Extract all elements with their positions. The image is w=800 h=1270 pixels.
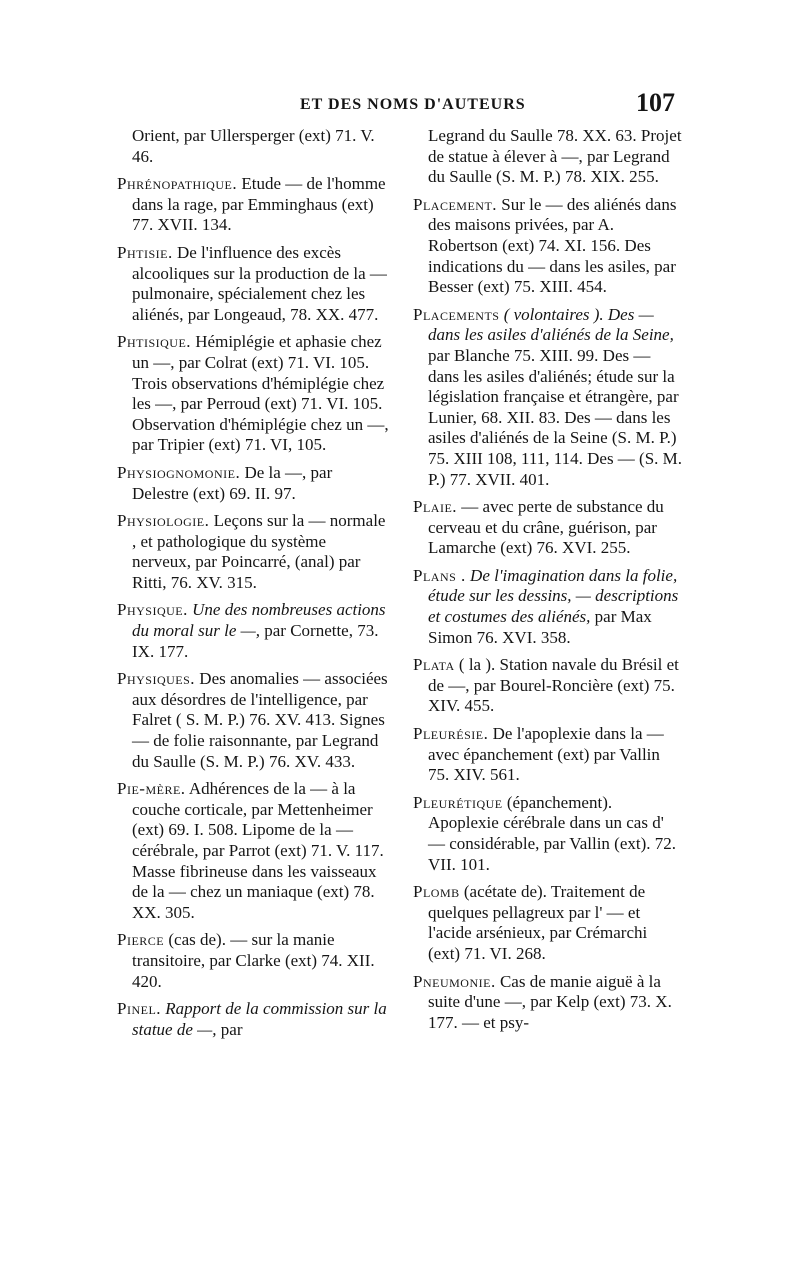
- entry-text: De l'influence des excès alcooliques sur la production de la — pulmonaire, spécialement chez les aliénés, par Longeaud, 78. XX. 477.: [132, 242, 387, 324]
- index-entry: [413, 305, 683, 490]
- entry-term: Plans .: [413, 565, 466, 585]
- right-column: [413, 126, 683, 1040]
- index-entry: [117, 126, 389, 167]
- entry-term: Placement.: [413, 194, 498, 214]
- entry-text: par Max Simon 76. XVI. 358.: [428, 607, 652, 647]
- entry-italic: ( volontaires ). Des — dans les asiles d'aliénés de la Seine,: [428, 304, 674, 345]
- index-entry: [413, 497, 683, 559]
- entry-term: Phtisique.: [117, 332, 192, 352]
- entry-text: par Cornette, 73. IX. 177.: [132, 621, 379, 661]
- entry-text: par Blanche 75. XIII. 99. Des — dans les asiles d'aliénés; étude sur la législation française et étrangère, par Lunier, 68. XII. 83. Des — dans les asiles d'aliénés de la Seine (S. M. P.) 75. XIII 108, 111, 114. Des — (S. M. P.) 77. XVII. 401.: [428, 345, 683, 489]
- index-entry: [117, 174, 389, 236]
- entry-term: Physiologie.: [117, 511, 210, 531]
- entry-text: (acétate de). Traitement de quelques pellagreux par l' — et l'acide arsénieux, par Crémarchi (ext) 71. VI. 268.: [428, 882, 648, 963]
- page-header: [0, 88, 800, 128]
- entry-text: Adhérences de la — à la couche corticale, par Mettenheimer (ext) 69. I. 508. Lipome de la — cérébrale, par Parrot (ext) 71. V. 117. Masse fibrineuse dans les vaisseaux de la — chez un maniaque (ext) 78. XX. 305.: [132, 779, 384, 922]
- left-column: [117, 126, 389, 1047]
- index-entry: [117, 999, 389, 1040]
- entry-text: (cas de). — sur la manie transitoire, par Clarke (ext) 74. XII. 420.: [132, 930, 375, 991]
- index-entry: [117, 779, 389, 923]
- entry-text: De l'apoplexie dans la — avec épanchement (ext) par Vallin 75. XIV. 561.: [428, 724, 664, 785]
- entry-term: Plaie.: [413, 497, 458, 517]
- entry-term: Pierce: [117, 930, 165, 950]
- entry-term: Pleurésie.: [413, 724, 489, 744]
- entry-term: Physiognomonie.: [117, 462, 241, 482]
- entry-term: Pleurétique: [413, 792, 503, 812]
- entry-italic: Rapport de la commission sur la statue de —,: [132, 999, 387, 1039]
- entry-italic: Une des nombreuses actions du moral sur le —,: [132, 600, 386, 641]
- entry-italic: De l'imagination dans la folie, étude sur les dessins, — descriptions et costumes des aliénés,: [428, 565, 679, 627]
- running-head: ET DES NOMS D'AUTEURS: [300, 96, 526, 113]
- index-entry: [117, 930, 389, 992]
- entry-term: Pneumonie.: [413, 971, 496, 991]
- index-entry: [117, 669, 389, 772]
- entry-text: (épanchement). Apoplexie cérébrale dans un cas d' — considérable, par Vallin (ext). 72. VII. 101.: [428, 792, 677, 874]
- index-entry: [413, 882, 683, 964]
- entry-term: Pinel.: [117, 999, 162, 1019]
- entry-text: ( la ). Station navale du Brésil et de —, par Bourel-Roncière (ext) 75. XIV. 455.: [428, 655, 679, 716]
- entry-text: Hémiplégie et aphasie chez un —, par Colrat (ext) 71. VI. 105. Trois observations d'hémiplégie chez les —, par Perroud (ext) 71. VI. 105. Observation d'hémiplégie chez un —, par Tripier (ext) 71. VI, 105.: [132, 332, 389, 455]
- entry-term: Placements: [413, 304, 500, 324]
- entry-text: Leçons sur la — normale , et pathologique du système nerveux, par Poincarré, (anal) par Ritti, 76. XV. 315.: [132, 511, 386, 592]
- entry-text: Cas de manie aiguë à la suite d'une —, par Kelp (ext) 73. X. 177. — et psy-: [428, 971, 672, 1032]
- entry-text: De la —, par Delestre (ext) 69. II. 97.: [132, 462, 333, 503]
- entry-text: par: [216, 1019, 243, 1039]
- entry-term: Pie-mère.: [117, 779, 186, 799]
- entry-term: Plata: [413, 655, 455, 675]
- entry-term: Physique.: [117, 600, 188, 620]
- index-entry: [413, 724, 683, 786]
- entry-term: Phtisie.: [117, 242, 173, 262]
- index-entry: [413, 655, 683, 717]
- entry-text: Des anomalies — associées aux désordres de l'intelligence, par Falret ( S. M. P.) 76. XV. 413. Signes — de folie raisonnante, par Legrand du Saulle (S. M. P.) 76. XV. 433.: [132, 669, 388, 771]
- entry-term: Plomb: [413, 882, 460, 902]
- entry-text: Sur le — des aliénés dans des maisons privées, par A. Robertson (ext) 74. XI. 156. Des indications du — dans les asiles, par Besser (ext) 75. XIII. 454.: [428, 194, 677, 297]
- index-entry: [117, 332, 389, 456]
- index-entry: [413, 126, 683, 188]
- index-entry: [413, 793, 683, 875]
- entry-text: — avec perte de substance du cerveau et du crâne, guérison, par Lamarche (ext) 76. XVI. 255.: [428, 497, 664, 558]
- index-entry: [117, 511, 389, 593]
- index-entry: [117, 243, 389, 325]
- index-entry: [117, 600, 389, 662]
- index-entry: [413, 195, 683, 298]
- page-number: 107: [636, 88, 675, 117]
- index-entry: [117, 463, 389, 504]
- index-entry: [413, 566, 683, 648]
- entry-text: Orient, par Ullersperger (ext) 71. V. 46.: [132, 126, 375, 166]
- entry-text: Etude — de l'homme dans la rage, par Emminghaus (ext) 77. XVII. 134.: [132, 174, 386, 235]
- index-entry: [413, 972, 683, 1034]
- entry-text: Legrand du Saulle 78. XX. 63. Projet de statue à élever à —, par Legrand du Saulle (S. M. P.) 78. XIX. 255.: [428, 126, 682, 187]
- entry-term: Phrénopathique.: [117, 174, 238, 194]
- entry-term: Physiques.: [117, 669, 196, 689]
